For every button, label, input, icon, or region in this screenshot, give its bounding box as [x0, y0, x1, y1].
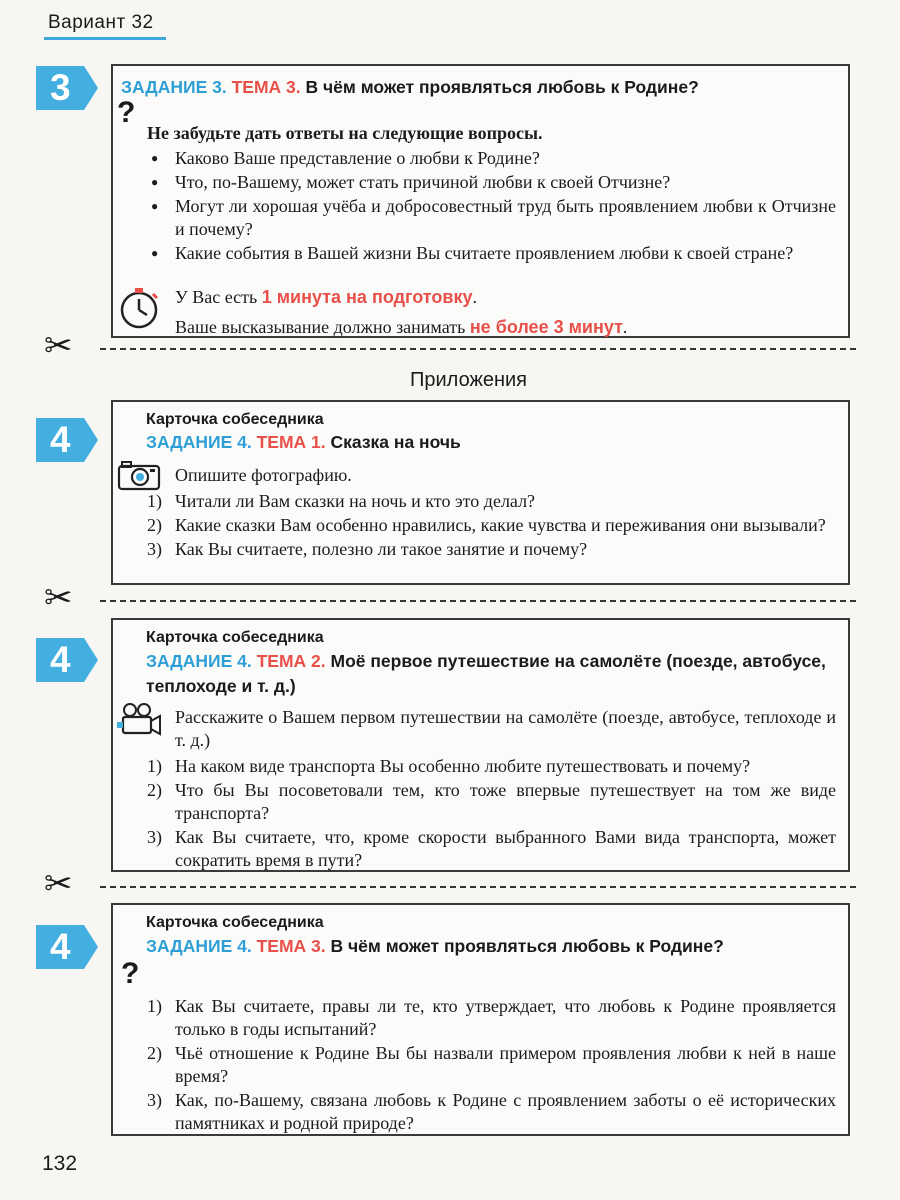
- card-label: Карточка собеседника: [146, 629, 324, 646]
- card3-title: [146, 934, 834, 959]
- prep-highlight: 1 минута на подготовку: [261, 287, 473, 307]
- item-text: На каком виде транспорта Вы особенно любите путешествовать и почему?: [175, 756, 751, 776]
- question-list: [147, 755, 836, 872]
- item-number: 2): [147, 1043, 162, 1063]
- question-mark-icon: ?: [117, 96, 136, 129]
- card1-body: [147, 464, 836, 562]
- item-number: 2): [147, 780, 162, 800]
- title-tema: ТЕМА 3.: [256, 936, 326, 956]
- task-number-tab: [36, 925, 98, 969]
- task-number: 4: [50, 926, 71, 967]
- task-number-tab: [36, 66, 98, 110]
- card-label: Карточка собеседника: [146, 914, 324, 931]
- title-tema: ТЕМА 2.: [256, 651, 326, 671]
- card1-title: [146, 430, 834, 455]
- card3-body: [147, 995, 836, 1136]
- prep-end: .: [472, 287, 477, 307]
- cut-line: [44, 578, 856, 618]
- title-text: В чём может проявляться любовь к Родине?: [330, 936, 724, 956]
- list-item: ● Что, по-Вашему, может стать причиной любви к своей Отчизне?: [175, 171, 836, 194]
- interlocutor-card-3: [111, 903, 850, 1136]
- item-text: Что бы Вы посоветовали тем, кто тоже впервые путешествует на том же виде транспорта?: [175, 780, 836, 823]
- instruction: Не забудьте дать ответы на следующие вопросы.: [147, 123, 543, 143]
- appendix-title: Приложения: [410, 369, 528, 391]
- intro-text: Опишите фотографию.: [175, 465, 352, 485]
- length-text: Ваше высказывание должно занимать: [175, 317, 470, 337]
- title-tema: ТЕМА 1.: [256, 432, 326, 452]
- title-zadanie: ЗАДАНИЕ 4.: [146, 432, 252, 452]
- task-number: 3: [50, 67, 71, 108]
- item-number: 3): [147, 1090, 162, 1110]
- item-number: 1): [147, 491, 162, 511]
- task3-card: [111, 64, 850, 338]
- list-item: ● Каково Ваше представление о любви к Родине?: [175, 147, 836, 170]
- list-item: [147, 995, 836, 1041]
- item-text: Читали ли Вам сказки на ночь и кто это делал?: [175, 491, 536, 511]
- prep-text: У Вас есть: [175, 287, 262, 307]
- scissors-icon: ✂: [44, 578, 73, 618]
- question-list: [175, 147, 836, 265]
- item-number: 1): [147, 996, 162, 1016]
- list-item: [147, 514, 836, 537]
- list-item: [147, 826, 836, 872]
- scissors-icon: ✂: [44, 326, 73, 366]
- prep-time: [175, 286, 836, 309]
- title-text: В чём может проявляться любовь к Родине?: [305, 77, 699, 97]
- interlocutor-card-2: [111, 618, 850, 872]
- item-text: Как Вы считаете, полезно ли такое занятие и почему?: [175, 539, 588, 559]
- item-text: Как Вы считаете, что, кроме скорости выбранного Вами вида транспорта, может сократить время в пути?: [175, 827, 836, 870]
- title-text: Моё первое путешествие на самолёте (поезде, автобусе, теплоходе и т. д.): [146, 651, 826, 696]
- timing-info: [175, 286, 836, 339]
- item-number: 3): [147, 539, 162, 559]
- movie-camera-icon: [116, 702, 164, 736]
- list-item: ● Какие события в Вашей жизни Вы считаете проявлением любви к своей стране?: [175, 242, 836, 265]
- stopwatch-icon: [117, 286, 161, 330]
- list-item: [147, 779, 836, 825]
- title-zadanie: ЗАДАНИЕ 4.: [146, 651, 252, 671]
- list-item: [147, 490, 836, 513]
- list-item: [147, 1042, 836, 1088]
- item-number: 3): [147, 827, 162, 847]
- item-number: 2): [147, 515, 162, 535]
- list-item: ● Могут ли хорошая учёба и добросовестный труд быть проявлением любви к Отчизне и почему?: [175, 195, 836, 241]
- scissors-icon: ✂: [44, 864, 73, 904]
- question-list: [147, 490, 836, 561]
- title-text: Сказка на ночь: [330, 432, 461, 452]
- title-zadanie: ЗАДАНИЕ 3.: [121, 77, 227, 97]
- item-number: 1): [147, 756, 162, 776]
- card2-title: [146, 649, 834, 699]
- page-number: 132: [42, 1152, 78, 1175]
- task3-title: [121, 75, 834, 100]
- question-mark-icon: ?: [121, 957, 140, 990]
- interlocutor-card-1: [111, 400, 850, 585]
- item-text: Какие сказки Вам особенно нравились, какие чувства и переживания они вызывали?: [175, 515, 826, 535]
- length-highlight: не более 3 минут: [469, 317, 623, 337]
- length-end: .: [622, 317, 628, 337]
- task3-body: [147, 122, 836, 266]
- task-number: 4: [50, 419, 71, 460]
- question-list: [147, 995, 836, 1135]
- cut-line: [44, 864, 856, 904]
- header-underline: [44, 37, 166, 40]
- list-item: [147, 538, 836, 561]
- answer-length: [175, 316, 836, 339]
- item-text: Чьё отношение к Родине Вы бы назвали примером проявления любви к ней в наше время?: [175, 1043, 836, 1086]
- camera-icon: [117, 459, 161, 491]
- list-item: [147, 1089, 836, 1135]
- list-item: [147, 755, 836, 778]
- item-text: Как, по-Вашему, связана любовь к Родине с проявлением заботы о её исторических памятниках и родной природе?: [175, 1090, 836, 1133]
- card2-body: [147, 706, 836, 873]
- item-text: Как Вы считаете, правы ли те, кто утверждает, что любовь к Родине проявляется только в годы испытаний?: [175, 996, 836, 1039]
- intro-text: Расскажите о Вашем первом путешествии на самолёте (поезде, автобусе, теплоходе и т. д.): [175, 707, 836, 750]
- card-label: Карточка собеседника: [146, 411, 324, 428]
- task-number-tab: [36, 638, 98, 682]
- task-number-tab: [36, 418, 98, 462]
- variant-title: Вариант 32: [48, 12, 154, 33]
- title-tema: ТЕМА 3.: [231, 77, 301, 97]
- title-zadanie: ЗАДАНИЕ 4.: [146, 936, 252, 956]
- task-number: 4: [50, 639, 71, 680]
